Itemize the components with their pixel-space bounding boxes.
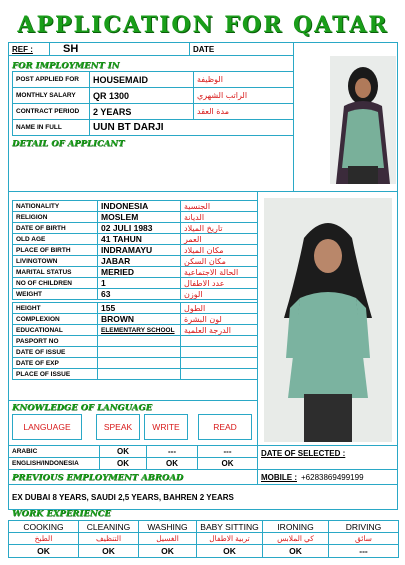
detail-label: DATE OF BIRTH	[16, 224, 66, 232]
detail-label: NO OF CHILDREN	[16, 279, 72, 287]
work-arabic: كي الملابس	[277, 534, 314, 543]
detail-arabic: الدرجة العلمية	[184, 325, 231, 335]
lang-value: OK	[166, 459, 178, 468]
detail-label: PLACE OF BIRTH	[16, 246, 71, 254]
employment-value: HOUSEMAID	[93, 74, 149, 85]
employment-arabic: الراتب الشهري	[197, 91, 248, 100]
mobile-number: +6283869499199	[301, 472, 364, 482]
employment-value: 2 YEARS	[93, 106, 132, 117]
work-arabic: الغسيل	[156, 534, 179, 543]
detail-label: OLD AGE	[16, 235, 46, 243]
date-selected-label: DATE OF SELECTED :	[261, 449, 346, 458]
lang-value: OK	[221, 459, 234, 468]
detail-value: INDRAMAYU	[101, 245, 153, 255]
detail-arabic: الجنسية	[184, 201, 211, 211]
lang-header: READ	[213, 422, 237, 432]
detail-value: 63	[101, 289, 111, 299]
detail-label: PASPORT NO	[16, 337, 59, 345]
detail-label: HEIGHT	[16, 304, 41, 312]
work-arabic: الطبخ	[34, 534, 53, 543]
date-label: DATE	[193, 44, 215, 54]
detail-label: WEIGHT	[16, 290, 42, 298]
detail-arabic: الطول	[184, 303, 206, 313]
employment-arabic: مدة العقد	[197, 107, 229, 116]
employment-label: NAME IN FULL	[16, 124, 62, 131]
lang-header: WRITE	[152, 422, 180, 432]
ref-label-cell	[8, 42, 50, 56]
section-employment: FOR IMPLOYMENT IN	[12, 61, 120, 71]
section-work: WORK EXPERIENCE	[12, 509, 111, 519]
detail-arabic: الديانة	[184, 212, 205, 222]
detail-label: COMPLEXION	[16, 315, 60, 323]
lang-header: SPEAK	[103, 422, 133, 432]
applicant-photo-top	[330, 56, 396, 184]
detail-label: RELIGION	[16, 213, 48, 221]
detail-value: ELEMENTARY SCHOOL	[101, 326, 175, 334]
work-header: BABY SITTING	[200, 521, 259, 532]
work-header: DRIVING	[345, 521, 382, 532]
lang-value: ---	[223, 447, 232, 456]
lang-value: OK	[117, 447, 129, 456]
detail-value: BROWN	[101, 314, 135, 324]
detail-label: EDUCATIONAL	[16, 326, 63, 334]
employment-value: UUN BT DARJI	[93, 122, 164, 133]
previous-employment-text: EX DUBAI 8 YEARS, SAUDI 2,5 YEARS, BAHREN 2 YEARS	[12, 492, 234, 502]
section-previous: PREVIOUS EMPLOYMENT ABROAD	[12, 473, 184, 483]
work-header: COOKING	[23, 521, 64, 532]
ref-value: SH	[63, 43, 79, 55]
work-arabic: تربية الاطفال	[209, 534, 250, 543]
detail-label: LIVINGTOWN	[16, 257, 58, 265]
work-arabic: سائق	[355, 534, 372, 543]
work-header: CLEANING	[86, 521, 131, 532]
employment-arabic: الوظيفة	[197, 75, 223, 84]
work-value: OK	[223, 546, 236, 556]
work-value: OK	[289, 546, 302, 556]
detail-arabic: لون البشرة	[184, 314, 222, 324]
detail-label: DATE OF EXP	[16, 359, 59, 367]
date-cell	[189, 42, 294, 56]
detail-arabic: الوزن	[184, 289, 203, 299]
detail-arabic: تاريخ الميلاد	[184, 223, 223, 233]
employment-label: POST APPLIED FOR	[16, 76, 79, 83]
detail-label: PLACE OF ISSUE	[16, 370, 71, 378]
lang-header: LANGUAGE	[23, 422, 71, 432]
detail-arabic: الحالة الاجتماعية	[184, 267, 239, 277]
detail-value: MOSLEM	[101, 212, 139, 222]
employment-label: MONTHLY SALARY	[16, 92, 76, 99]
detail-arabic: مكان الميلاد	[184, 245, 224, 255]
detail-value: JABAR	[101, 256, 131, 266]
lang-value: ---	[168, 447, 176, 456]
detail-value: INDONESIA	[101, 201, 149, 211]
lang-value: OK	[117, 459, 129, 468]
application-form	[8, 8, 398, 560]
section-language: KNOWLEDGE OF LANGUAGE	[12, 403, 153, 413]
detail-label: NATIONALITY	[16, 202, 60, 210]
detail-value: 02 JULI 1983	[101, 223, 153, 233]
work-value: OK	[102, 546, 115, 556]
work-value: OK	[161, 546, 174, 556]
detail-value: 155	[101, 303, 116, 313]
lang-name: ENGLISH/INDONESIA	[12, 460, 79, 467]
detail-arabic: مكان السكن	[184, 256, 226, 266]
detail-arabic: العمر	[184, 234, 202, 244]
mobile-label: MOBILE :	[261, 472, 297, 482]
work-value: ---	[359, 546, 368, 556]
detail-arabic: عدد الاطفال	[184, 278, 225, 288]
detail-value: MERIED	[101, 267, 135, 277]
ref-label: REF :	[12, 44, 33, 54]
detail-label: DATE OF ISSUE	[16, 348, 66, 356]
section-applicant: DETAIL OF APPLICANT	[12, 139, 125, 149]
applicant-photo-main	[264, 198, 392, 442]
form-title: APPLICATION FOR QATAR	[17, 12, 389, 38]
employment-value: QR 1300	[93, 90, 130, 101]
work-header: WASHING	[147, 521, 188, 532]
ref-value-cell	[49, 42, 190, 56]
lang-name: ARABIC	[12, 448, 38, 455]
detail-value: 1	[101, 278, 106, 288]
work-arabic: التنظيف	[95, 534, 122, 543]
detail-label: MARITAL STATUS	[16, 268, 72, 276]
work-header: IRONING	[277, 521, 314, 532]
detail-value: 41 TAHUN	[101, 234, 142, 244]
employment-label: CONTRACT PERIOD	[16, 108, 80, 115]
work-value: OK	[37, 546, 50, 556]
